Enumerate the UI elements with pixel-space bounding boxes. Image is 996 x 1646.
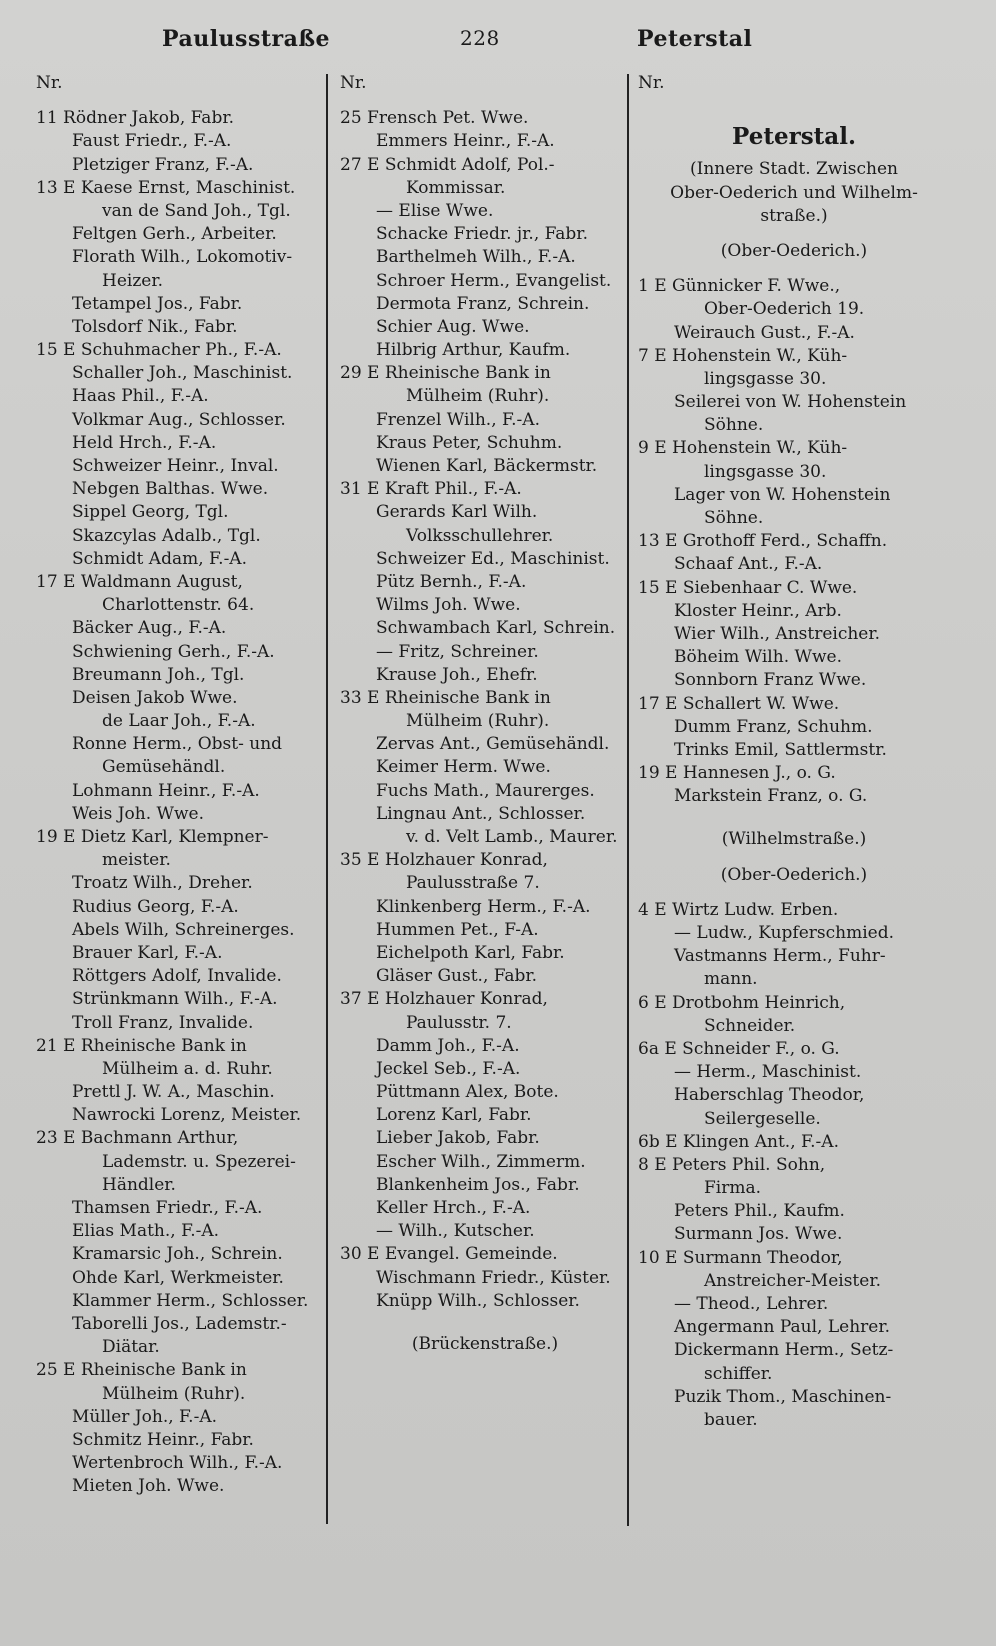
directory-entry: Paulusstraße 7. <box>406 873 540 894</box>
directory-entry: Haberschlag Theodor, <box>674 1085 865 1106</box>
directory-entry: Schmidt Adam, F.-A. <box>72 548 247 569</box>
directory-entry: Barthelmeh Wilh., F.-A. <box>376 247 576 268</box>
directory-entry: Tolsdorf Nik., Fabr. <box>72 316 238 337</box>
directory-entry: Trinks Emil, Sattlermstr. <box>674 739 887 760</box>
directory-entry: 15 E Siebenhaar C. Wwe. <box>638 577 858 598</box>
directory-entry: 10 E Surmann Theodor, <box>638 1247 843 1268</box>
directory-entry: Taborelli Jos., Lademstr.- <box>72 1313 287 1334</box>
header-street-right: Peterstal <box>637 26 753 52</box>
directory-entry: 31 E Kraft Phil., F.-A. <box>340 479 522 500</box>
directory-entry: Firma. <box>704 1178 762 1199</box>
directory-entry: Händler. <box>102 1174 176 1195</box>
column-3 <box>638 72 950 1432</box>
directory-entry: Knüpp Wilh., Schlosser. <box>376 1290 580 1311</box>
directory-entry: Nawrocki Lorenz, Meister. <box>72 1105 302 1126</box>
directory-entry: Dermota Franz, Schrein. <box>376 293 590 314</box>
directory-entry: Lieber Jakob, Fabr. <box>376 1128 540 1149</box>
directory-entry: Emmers Heinr., F.-A. <box>376 131 555 152</box>
column-1 <box>36 72 326 1498</box>
directory-entry: 11 Rödner Jakob, Fabr. <box>36 108 234 129</box>
directory-entry: — Theod., Lehrer. <box>674 1294 829 1315</box>
directory-entry: Haas Phil., F.-A. <box>72 386 209 407</box>
directory-entry: Schweizer Heinr., Inval. <box>72 456 279 476</box>
directory-entry: 13 E Grothoff Ferd., Schaffn. <box>638 531 888 552</box>
directory-entry: 21 E Rheinische Bank in <box>36 1035 247 1056</box>
directory-entry: Schwambach Karl, Schrein. <box>376 618 616 639</box>
column-2 <box>340 72 630 1356</box>
directory-entry: 25 E Rheinische Bank in <box>36 1360 247 1381</box>
directory-entry: Florath Wilh., Lokomotiv- <box>72 247 293 268</box>
directory-entry: Kramarsic Joh., Schrein. <box>72 1244 283 1265</box>
directory-entry: 9 E Hohenstein W., Küh- <box>638 438 848 459</box>
directory-entry: Ober-Oederich 19. <box>704 299 865 320</box>
directory-entry: Kraus Peter, Schuhm. <box>376 432 563 453</box>
directory-entry: Seilergeselle. <box>704 1108 821 1129</box>
section-heading: (Wilhelmstraße.) <box>721 829 867 850</box>
directory-entry: Tetampel Jos., Fabr. <box>72 293 243 314</box>
directory-entry: Söhne. <box>704 508 764 529</box>
directory-entry: Weirauch Gust., F.-A. <box>674 322 855 343</box>
directory-entry: Kommissar. <box>406 177 506 198</box>
page-number: 228 <box>460 26 500 50</box>
directory-entry: lingsgasse 30. <box>704 461 827 482</box>
directory-entry: Seilerei von W. Hohenstein <box>674 392 907 413</box>
directory-entry: 1 E Günnicker F. Wwe., <box>638 276 841 297</box>
directory-entry: Surmann Jos. Wwe. <box>674 1224 843 1245</box>
directory-entry: Jeckel Seb., F.-A. <box>376 1058 521 1079</box>
directory-entry: Püttmann Alex, Bote. <box>376 1082 559 1103</box>
directory-entry: Angermann Paul, Lehrer. <box>674 1317 891 1338</box>
directory-entry: Lohmann Heinr., F.-A. <box>72 780 260 801</box>
directory-entry: Mieten Joh. Wwe. <box>72 1476 225 1497</box>
directory-entry: Schacke Friedr. jr., Fabr. <box>376 224 588 245</box>
directory-entry: — Elise Wwe. <box>376 200 494 221</box>
directory-entry: Pletziger Franz, F.-A. <box>72 154 254 175</box>
directory-entry: Weis Joh. Wwe. <box>72 803 205 824</box>
directory-entry: 25 Frensch Pet. Wwe. <box>340 108 529 129</box>
directory-entry: Fuchs Math., Maurerges. <box>376 780 595 801</box>
directory-entry: Vastmanns Herm., Fuhr- <box>674 946 886 967</box>
directory-entry: 23 E Bachmann Arthur, <box>36 1128 239 1149</box>
directory-entry: Thamsen Friedr., F.-A. <box>72 1198 263 1218</box>
directory-entry: Bäcker Aug., F.-A. <box>72 618 227 639</box>
directory-entry: 17 E Schallert W. Wwe. <box>638 693 840 714</box>
directory-entry: Ohde Karl, Werkmeister. <box>72 1267 284 1288</box>
directory-entry: Wilms Joh. Wwe. <box>376 595 521 616</box>
directory-entry: Eichelpoth Karl, Fabr. <box>376 942 565 963</box>
directory-entry: Lorenz Karl, Fabr. <box>376 1105 532 1126</box>
directory-entry: Schaaf Ant., F.-A. <box>674 554 823 575</box>
directory-entry: 6a E Schneider F., o. G. <box>638 1038 840 1059</box>
directory-entry: Lager von W. Hohenstein <box>674 484 891 505</box>
directory-entry: Damm Joh., F.-A. <box>376 1035 520 1056</box>
directory-entry: 7 E Hohenstein W., Küh- <box>638 345 848 366</box>
directory-entry: Keimer Herm. Wwe. <box>376 757 551 778</box>
directory-entry: Volkmar Aug., Schlosser. <box>72 409 286 430</box>
directory-entry: Volksschullehrer. <box>406 525 554 546</box>
directory-entry: — Herm., Maschinist. <box>674 1062 862 1083</box>
directory-entry: Pütz Bernh., F.-A. <box>376 571 527 592</box>
directory-entry: Troll Franz, Invalide. <box>72 1012 254 1033</box>
column-divider-1 <box>326 74 328 1524</box>
directory-entry: Dumm Franz, Schuhm. <box>674 716 873 737</box>
directory-entry: Gläser Gust., Fabr. <box>376 966 538 987</box>
directory-entry: Peters Phil., Kaufm. <box>674 1201 845 1222</box>
directory-entry: Anstreicher-Meister. <box>704 1270 881 1291</box>
directory-entry: Dickermann Herm., Setz- <box>674 1340 894 1361</box>
directory-entry: Gerards Karl Wilh. <box>376 502 538 523</box>
directory-entry: van de Sand Joh., Tgl. <box>102 200 291 221</box>
directory-entry: 33 E Rheinische Bank in <box>340 687 551 708</box>
directory-entry: de Laar Joh., F.-A. <box>102 711 256 732</box>
directory-entry: Strünkmann Wilh., F.-A. <box>72 989 278 1010</box>
directory-entry: Wier Wilh., Anstreicher. <box>674 623 881 644</box>
directory-entry: 6b E Klingen Ant., F.-A. <box>638 1131 839 1152</box>
column-3-entries-a <box>638 275 950 808</box>
header-street-left: Paulusstraße <box>162 26 331 52</box>
directory-entry: 29 E Rheinische Bank in <box>340 363 551 384</box>
directory-entry: 13 E Kaese Ernst, Maschinist. <box>36 177 296 198</box>
directory-entry: schiffer. <box>704 1363 773 1384</box>
directory-entry: Schweizer Ed., Maschinist. <box>376 548 610 569</box>
directory-entry: — Fritz, Schreiner. <box>376 641 539 662</box>
directory-entry: Schneider. <box>704 1015 796 1036</box>
directory-entry: Gemüsehändl. <box>102 757 226 778</box>
column-2-entries <box>340 107 630 1313</box>
directory-entry: Zervas Ant., Gemüsehändl. <box>376 734 610 755</box>
directory-entry: mann. <box>704 969 758 990</box>
directory-entry: 4 E Wirtz Ludw. Erben. <box>638 899 839 920</box>
directory-entry: v. d. Velt Lamb., Maurer. <box>406 827 618 847</box>
directory-entry: Brauer Karl, F.-A. <box>72 942 223 963</box>
directory-entry: Sippel Georg, Tgl. <box>72 502 229 523</box>
directory-entry: Wertenbroch Wilh., F.-A. <box>72 1453 283 1474</box>
directory-entry: 6 E Drotbohm Heinrich, <box>638 992 846 1013</box>
directory-entry: Mülheim (Ruhr). <box>406 711 550 732</box>
directory-entry: 30 E Evangel. Gemeinde. <box>340 1244 558 1265</box>
directory-entry: Mülheim (Ruhr). <box>406 386 550 407</box>
directory-entry: Ronne Herm., Obst- und <box>72 734 283 755</box>
directory-entry: Skazcylas Adalb., Tgl. <box>72 525 261 546</box>
directory-entry: Elias Math., F.-A. <box>72 1221 220 1242</box>
directory-entry: Prettl J. W. A., Maschin. <box>72 1082 275 1103</box>
directory-entry: 19 E Hannesen J., o. G. <box>638 763 836 784</box>
intro-line: (Innere Stadt. Zwischen <box>689 159 899 180</box>
directory-entry: Sonnborn Franz Wwe. <box>674 670 867 691</box>
nr-label: Nr. <box>638 73 665 93</box>
directory-entry: 8 E Peters Phil. Sohn, <box>638 1154 826 1175</box>
column-3-entries-b <box>638 899 950 1432</box>
directory-entry: Blankenheim Jos., Fabr. <box>376 1174 580 1195</box>
directory-entry: Faust Friedr., F.-A. <box>72 131 232 152</box>
street-title: Peterstal. <box>732 123 856 151</box>
directory-entry: Escher Wilh., Zimmerm. <box>376 1151 586 1172</box>
directory-entry: Böheim Wilh. Wwe. <box>674 647 842 668</box>
directory-entry: Schier Aug. Wwe. <box>376 316 530 337</box>
directory-entry: Hummen Pet., F-A. <box>376 919 539 940</box>
directory-entry: Hilbrig Arthur, Kaufm. <box>376 340 571 361</box>
directory-entry: — Ludw., Kupferschmied. <box>674 923 895 944</box>
directory-entry: Schmitz Heinr., Fabr. <box>72 1429 254 1450</box>
directory-entry: Nebgen Balthas. Wwe. <box>72 479 269 500</box>
directory-entry: Frenzel Wilh., F.-A. <box>376 409 540 430</box>
directory-entry: Diätar. <box>102 1337 160 1358</box>
directory-entry: Mülheim (Ruhr). <box>102 1383 246 1404</box>
directory-entry: Breumann Joh., Tgl. <box>72 664 245 685</box>
directory-entry: Krause Joh., Ehefr. <box>376 664 538 685</box>
directory-entry: Heizer. <box>102 270 164 291</box>
directory-entry: Puzik Thom., Maschinen- <box>674 1386 892 1407</box>
directory-entry: Klammer Herm., Schlosser. <box>72 1290 309 1311</box>
directory-entry: Deisen Jakob Wwe. <box>72 687 238 708</box>
directory-entry: Klinkenberg Herm., F.-A. <box>376 896 591 917</box>
directory-entry: Keller Hrch., F.-A. <box>376 1198 531 1218</box>
directory-entry: bauer. <box>704 1409 758 1430</box>
directory-entry: Lingnau Ant., Schlosser. <box>376 803 586 824</box>
section-heading: (Ober-Oederich.) <box>720 240 868 261</box>
directory-entry: — Wilh., Kutscher. <box>376 1221 535 1242</box>
directory-entry: 19 E Dietz Karl, Klempner- <box>36 827 269 847</box>
directory-entry: 15 E Schuhmacher Ph., F.-A. <box>36 340 282 361</box>
directory-entry: Söhne. <box>704 415 764 436</box>
directory-entry: Paulusstr. 7. <box>406 1012 512 1033</box>
section-heading: (Ober-Oederich.) <box>720 864 868 885</box>
directory-entry: Abels Wilh, Schreinerges. <box>72 919 295 940</box>
directory-entry: Müller Joh., F.-A. <box>72 1406 218 1427</box>
section-heading: (Brückenstraße.) <box>411 1333 559 1354</box>
directory-entry: Schaller Joh., Maschinist. <box>72 363 293 384</box>
directory-entry: meister. <box>102 850 171 871</box>
directory-entry: Kloster Heinr., Arb. <box>674 600 842 621</box>
intro-line: straße.) <box>760 205 828 226</box>
directory-entry: Schwiening Gerh., F.-A. <box>72 641 275 662</box>
directory-entry: 17 E Waldmann August, <box>36 571 243 592</box>
directory-entry: Feltgen Gerh., Arbeiter. <box>72 224 277 245</box>
directory-entry: Röttgers Adolf, Invalide. <box>72 966 282 987</box>
directory-entry: Schroer Herm., Evangelist. <box>376 270 612 291</box>
directory-entry: lingsgasse 30. <box>704 368 827 389</box>
directory-entry: Troatz Wilh., Dreher. <box>72 873 253 894</box>
directory-entry: Markstein Franz, o. G. <box>674 786 868 807</box>
directory-entry: Charlottenstr. 64. <box>102 595 255 616</box>
nr-label: Nr. <box>340 73 367 93</box>
directory-entry: Mülheim a. d. Ruhr. <box>102 1058 273 1079</box>
directory-entry: 37 E Holzhauer Konrad, <box>340 989 548 1010</box>
directory-entry: Rudius Georg, F.-A. <box>72 896 239 917</box>
page-header <box>0 26 996 66</box>
directory-entry: Wienen Karl, Bäckermstr. <box>376 456 598 476</box>
directory-entry: Lademstr. u. Spezerei- <box>102 1151 296 1172</box>
directory-entry: 35 E Holzhauer Konrad, <box>340 850 548 871</box>
directory-entry: Held Hrch., F.-A. <box>72 432 217 453</box>
directory-entry: 27 E Schmidt Adolf, Pol.- <box>340 154 555 175</box>
intro-line: Ober-Oederich und Wilhelm- <box>670 182 918 203</box>
column-1-entries <box>36 107 326 1498</box>
directory-entry: Wischmann Friedr., Küster. <box>376 1267 611 1288</box>
nr-label: Nr. <box>36 73 63 93</box>
